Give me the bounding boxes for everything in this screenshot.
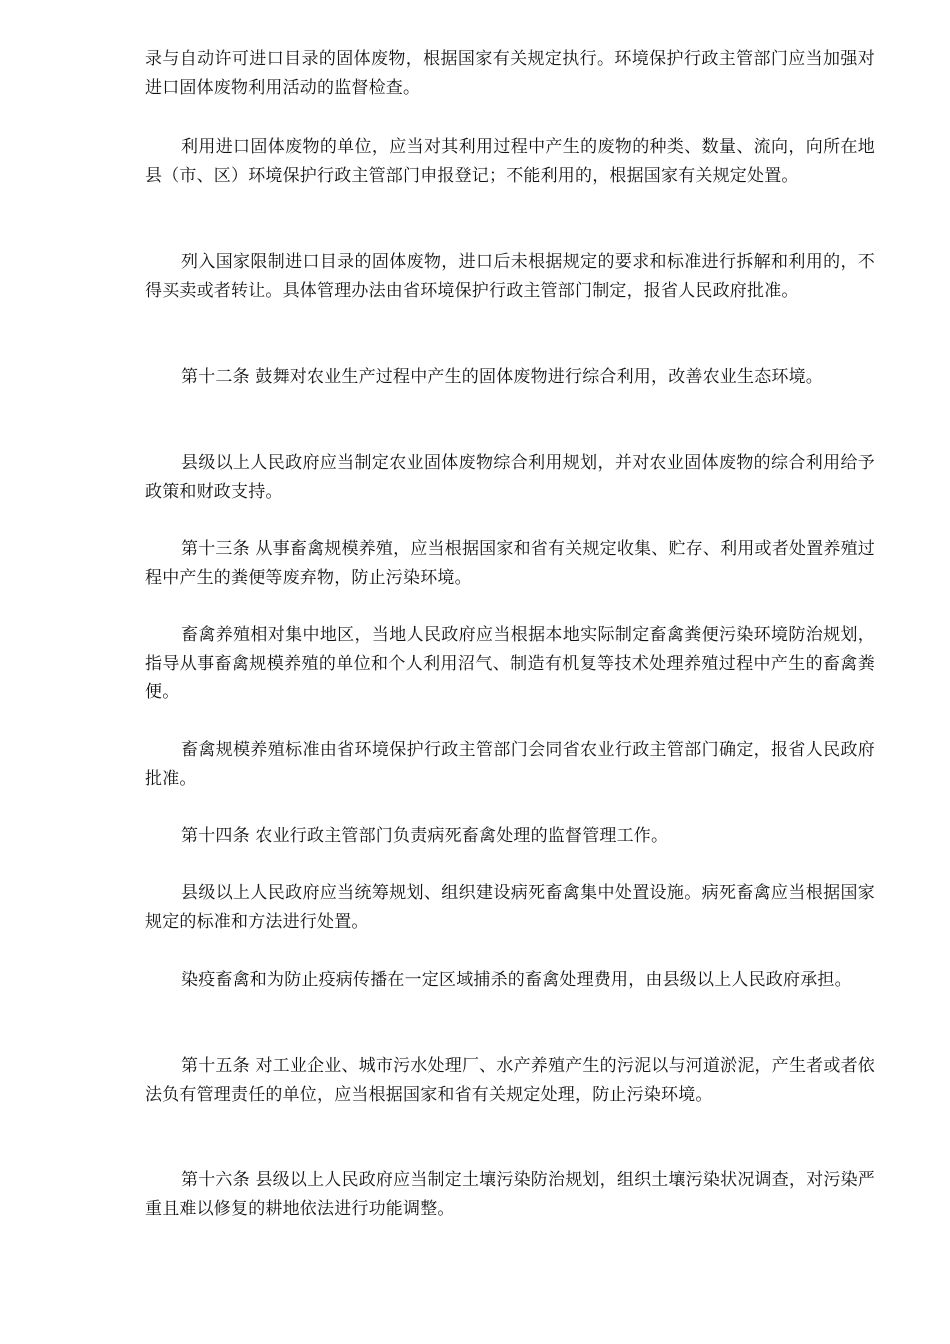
paragraph-1: 录与自动许可进口目录的固体废物，根据国家有关规定执行。环境保护行政主管部门应当加强对进口固体废物利用活动的监督检查。 (145, 49, 875, 98)
paragraph-7: 畜禽养殖相对集中地区，当地人民政府应当根据本地实际制定畜禽粪便污染环境防治规划，指导从事畜禽规模养殖的单位和个人利用沼气、制造有机复等技术处理养殖过程中产生的畜禽粪便。 (145, 625, 875, 702)
article-16: 第十六条 县级以上人民政府应当制定土壤污染防治规划，组织土壤污染状况调查，对污染严重且难以修复的耕地依法进行功能调整。 (145, 1170, 875, 1219)
article-12: 第十二条 鼓舞对农业生产过程中产生的固体废物进行综合利用，改善农业生态环境。 (181, 367, 824, 387)
paragraph-2: 利用进口固体废物的单位，应当对其利用过程中产生的废物的种类、数量、流向，向所在地县（市、区）环境保护行政主管部门申报登记；不能利用的，根据国家有关规定处置。 (145, 137, 875, 186)
paragraph-5: 县级以上人民政府应当制定农业固体废物综合利用规划，并对农业固体废物的综合利用给予政策和财政支持。 (145, 453, 875, 502)
article-13: 第十三条 从事畜禽规模养殖，应当根据国家和省有关规定收集、贮存、利用或者处置养殖过程中产生的粪便等废弃物，防止污染环境。 (145, 539, 875, 588)
article-14: 第十四条 农业行政主管部门负责病死畜禽处理的监督管理工作。 (181, 826, 669, 846)
paragraph-3: 列入国家限制进口目录的固体废物，进口后未根据规定的要求和标准进行拆解和利用的，不得买卖或者转让。具体管理办法由省环境保护行政主管部门制定，报省人民政府批准。 (145, 252, 875, 301)
paragraph-8: 畜禽规模养殖标准由省环境保护行政主管部门会同省农业行政主管部门确定，报省人民政府批准。 (145, 740, 875, 789)
paragraph-11: 染疫畜禽和为防止疫病传播在一定区域捕杀的畜禽处理费用，由县级以上人民政府承担。 (181, 970, 852, 990)
paragraph-10: 县级以上人民政府应当统筹规划、组织建设病死畜禽集中处置设施。病死畜禽应当根据国家规定的标准和方法进行处置。 (145, 883, 875, 932)
article-15: 第十五条 对工业企业、城市污水处理厂、水产养殖产生的污泥以与河道淤泥，产生者或者依法负有管理责任的单位，应当根据国家和省有关规定处理，防止污染环境。 (145, 1056, 875, 1105)
